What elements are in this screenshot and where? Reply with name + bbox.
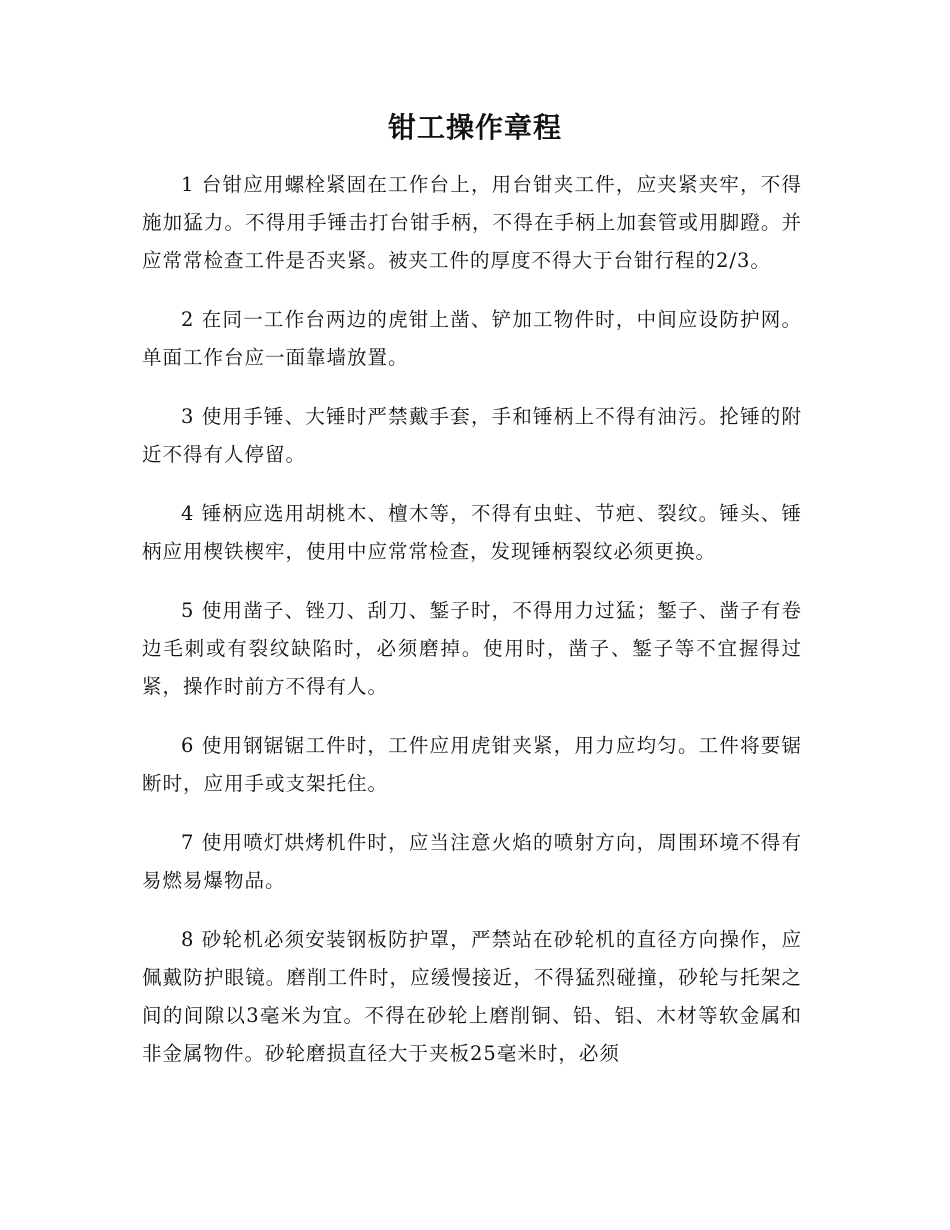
paragraph-3: 3 使用手锤、大锤时严禁戴手套，手和锤柄上不得有油污。抡锤的附近不得有人停留。 [142, 405, 802, 466]
document-title: 钳工操作章程 [387, 111, 562, 144]
paragraph-4: 4 锤柄应选用胡桃木、檀木等，不得有虫蛀、节疤、裂纹。锤头、锤柄应用楔铁楔牢，使用中应常常检查，发现锤柄裂纹必须更换。 [142, 502, 802, 563]
paragraph-2: 2 在同一工作台两边的虎钳上凿、铲加工物件时，中间应设防护网。单面工作台应一面靠墙放置。 [142, 308, 802, 369]
paragraph-1: 1 台钳应用螺栓紧固在工作台上，用台钳夹工件，应夹紧夹牢，不得施加猛力。不得用手锤击打台钳手柄，不得在手柄上加套管或用脚蹬。并应常常检查工件是否夹紧。被夹工件的厚度不得大于台钳行程的2/3。 [142, 173, 802, 272]
paragraph-5: 5 使用凿子、锉刀、刮刀、錾子时，不得用力过猛；錾子、凿子有卷边毛刺或有裂纹缺陷时，必须磨掉。使用时，凿子、錾子等不宜握得过紧，操作时前方不得有人。 [142, 599, 802, 698]
paragraph-8: 8 砂轮机必须安装钢板防护罩，严禁站在砂轮机的直径方向操作，应佩戴防护眼镜。磨削工件时，应缓慢接近，不得猛烈碰撞，砂轮与托架之间的间隙以3毫米为宜。不得在砂轮上磨削铜、铅、铝、木材等软金属和非金属物件。砂轮磨损直径大于夹板25毫米时，必须 [142, 928, 802, 1065]
paragraph-7: 7 使用喷灯烘烤机件时，应当注意火焰的喷射方向，周围环境不得有易燃易爆物品。 [142, 831, 802, 892]
paragraph-6: 6 使用钢锯锯工件时，工件应用虎钳夹紧，用力应均匀。工件将要锯断时，应用手或支架托住。 [142, 734, 802, 795]
document-body [142, 166, 802, 1094]
